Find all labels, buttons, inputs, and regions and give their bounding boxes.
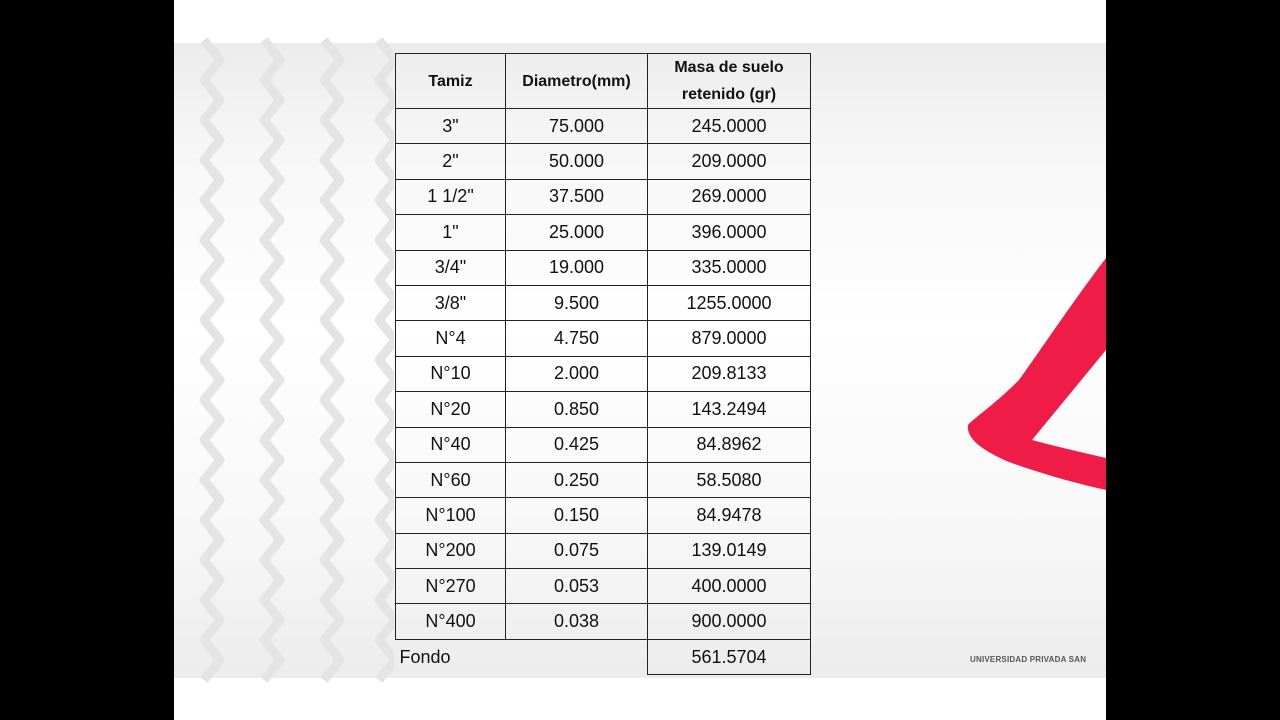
cell-tamiz: 3/4" — [396, 250, 506, 285]
cell-masa: 879.0000 — [648, 321, 811, 356]
cell-masa: 1255.0000 — [648, 285, 811, 320]
fondo-masa: 561.5704 — [648, 639, 811, 674]
footer-university-name: UNIVERSIDAD PRIVADA SAN — [970, 655, 1087, 664]
table-row — [396, 356, 811, 391]
cell-diametro: 50.000 — [506, 144, 648, 179]
table-row — [396, 321, 811, 356]
cell-tamiz: N°270 — [396, 569, 506, 604]
cell-diametro: 0.075 — [506, 533, 648, 568]
cell-masa: 84.9478 — [648, 498, 811, 533]
cell-masa: 269.0000 — [648, 179, 811, 214]
cell-tamiz: 2" — [396, 144, 506, 179]
table-row — [396, 569, 811, 604]
cell-masa: 396.0000 — [648, 215, 811, 250]
cell-tamiz: N°4 — [396, 321, 506, 356]
cell-diametro: 0.850 — [506, 392, 648, 427]
cell-tamiz: N°400 — [396, 604, 506, 639]
cell-diametro: 25.000 — [506, 215, 648, 250]
fondo-label: Fondo — [399, 646, 451, 667]
table-row — [396, 250, 811, 285]
cell-diametro: 19.000 — [506, 250, 648, 285]
table-row — [396, 533, 811, 568]
header-tamiz: Tamiz — [396, 54, 506, 109]
cell-diametro: 0.425 — [506, 427, 648, 462]
cell-diametro: 0.250 — [506, 462, 648, 497]
cell-tamiz: N°200 — [396, 533, 506, 568]
fondo-row — [396, 639, 811, 674]
table-row — [396, 215, 811, 250]
cell-masa: 143.2494 — [648, 392, 811, 427]
cell-tamiz: 3/8" — [396, 285, 506, 320]
cell-masa: 84.8962 — [648, 427, 811, 462]
sieve-analysis-table — [395, 53, 811, 675]
cell-tamiz: N°100 — [396, 498, 506, 533]
table-row — [396, 392, 811, 427]
cell-tamiz: N°40 — [396, 427, 506, 462]
cell-tamiz: N°10 — [396, 356, 506, 391]
fondo-empty-cell — [506, 639, 648, 674]
table-row — [396, 285, 811, 320]
cell-masa: 139.0149 — [648, 533, 811, 568]
cell-masa: 245.0000 — [648, 109, 811, 144]
cell-tamiz: 3" — [396, 109, 506, 144]
cell-diametro: 9.500 — [506, 285, 648, 320]
cell-tamiz: 1" — [396, 215, 506, 250]
table-row — [396, 604, 811, 639]
cell-tamiz: N°60 — [396, 462, 506, 497]
table-row — [396, 498, 811, 533]
cell-diametro: 0.150 — [506, 498, 648, 533]
header-diametro: Diametro(mm) — [506, 54, 648, 109]
cell-diametro: 2.000 — [506, 356, 648, 391]
cell-diametro: 0.053 — [506, 569, 648, 604]
table-row — [396, 179, 811, 214]
cell-diametro: 4.750 — [506, 321, 648, 356]
cell-diametro: 37.500 — [506, 179, 648, 214]
table-row — [396, 427, 811, 462]
cell-masa: 400.0000 — [648, 569, 811, 604]
table-row — [396, 144, 811, 179]
cell-tamiz: N°20 — [396, 392, 506, 427]
cell-masa: 335.0000 — [648, 250, 811, 285]
cell-masa: 900.0000 — [648, 604, 811, 639]
cell-diametro: 0.038 — [506, 604, 648, 639]
table-header-row — [396, 54, 811, 109]
cell-masa: 209.8133 — [648, 356, 811, 391]
header-masa: Masa de suelo retenido (gr) — [648, 54, 811, 109]
table-row — [396, 109, 811, 144]
cell-tamiz: 1 1/2" — [396, 179, 506, 214]
cell-masa: 58.5080 — [648, 462, 811, 497]
cell-masa: 209.0000 — [648, 144, 811, 179]
cell-diametro: 75.000 — [506, 109, 648, 144]
table-row — [396, 462, 811, 497]
